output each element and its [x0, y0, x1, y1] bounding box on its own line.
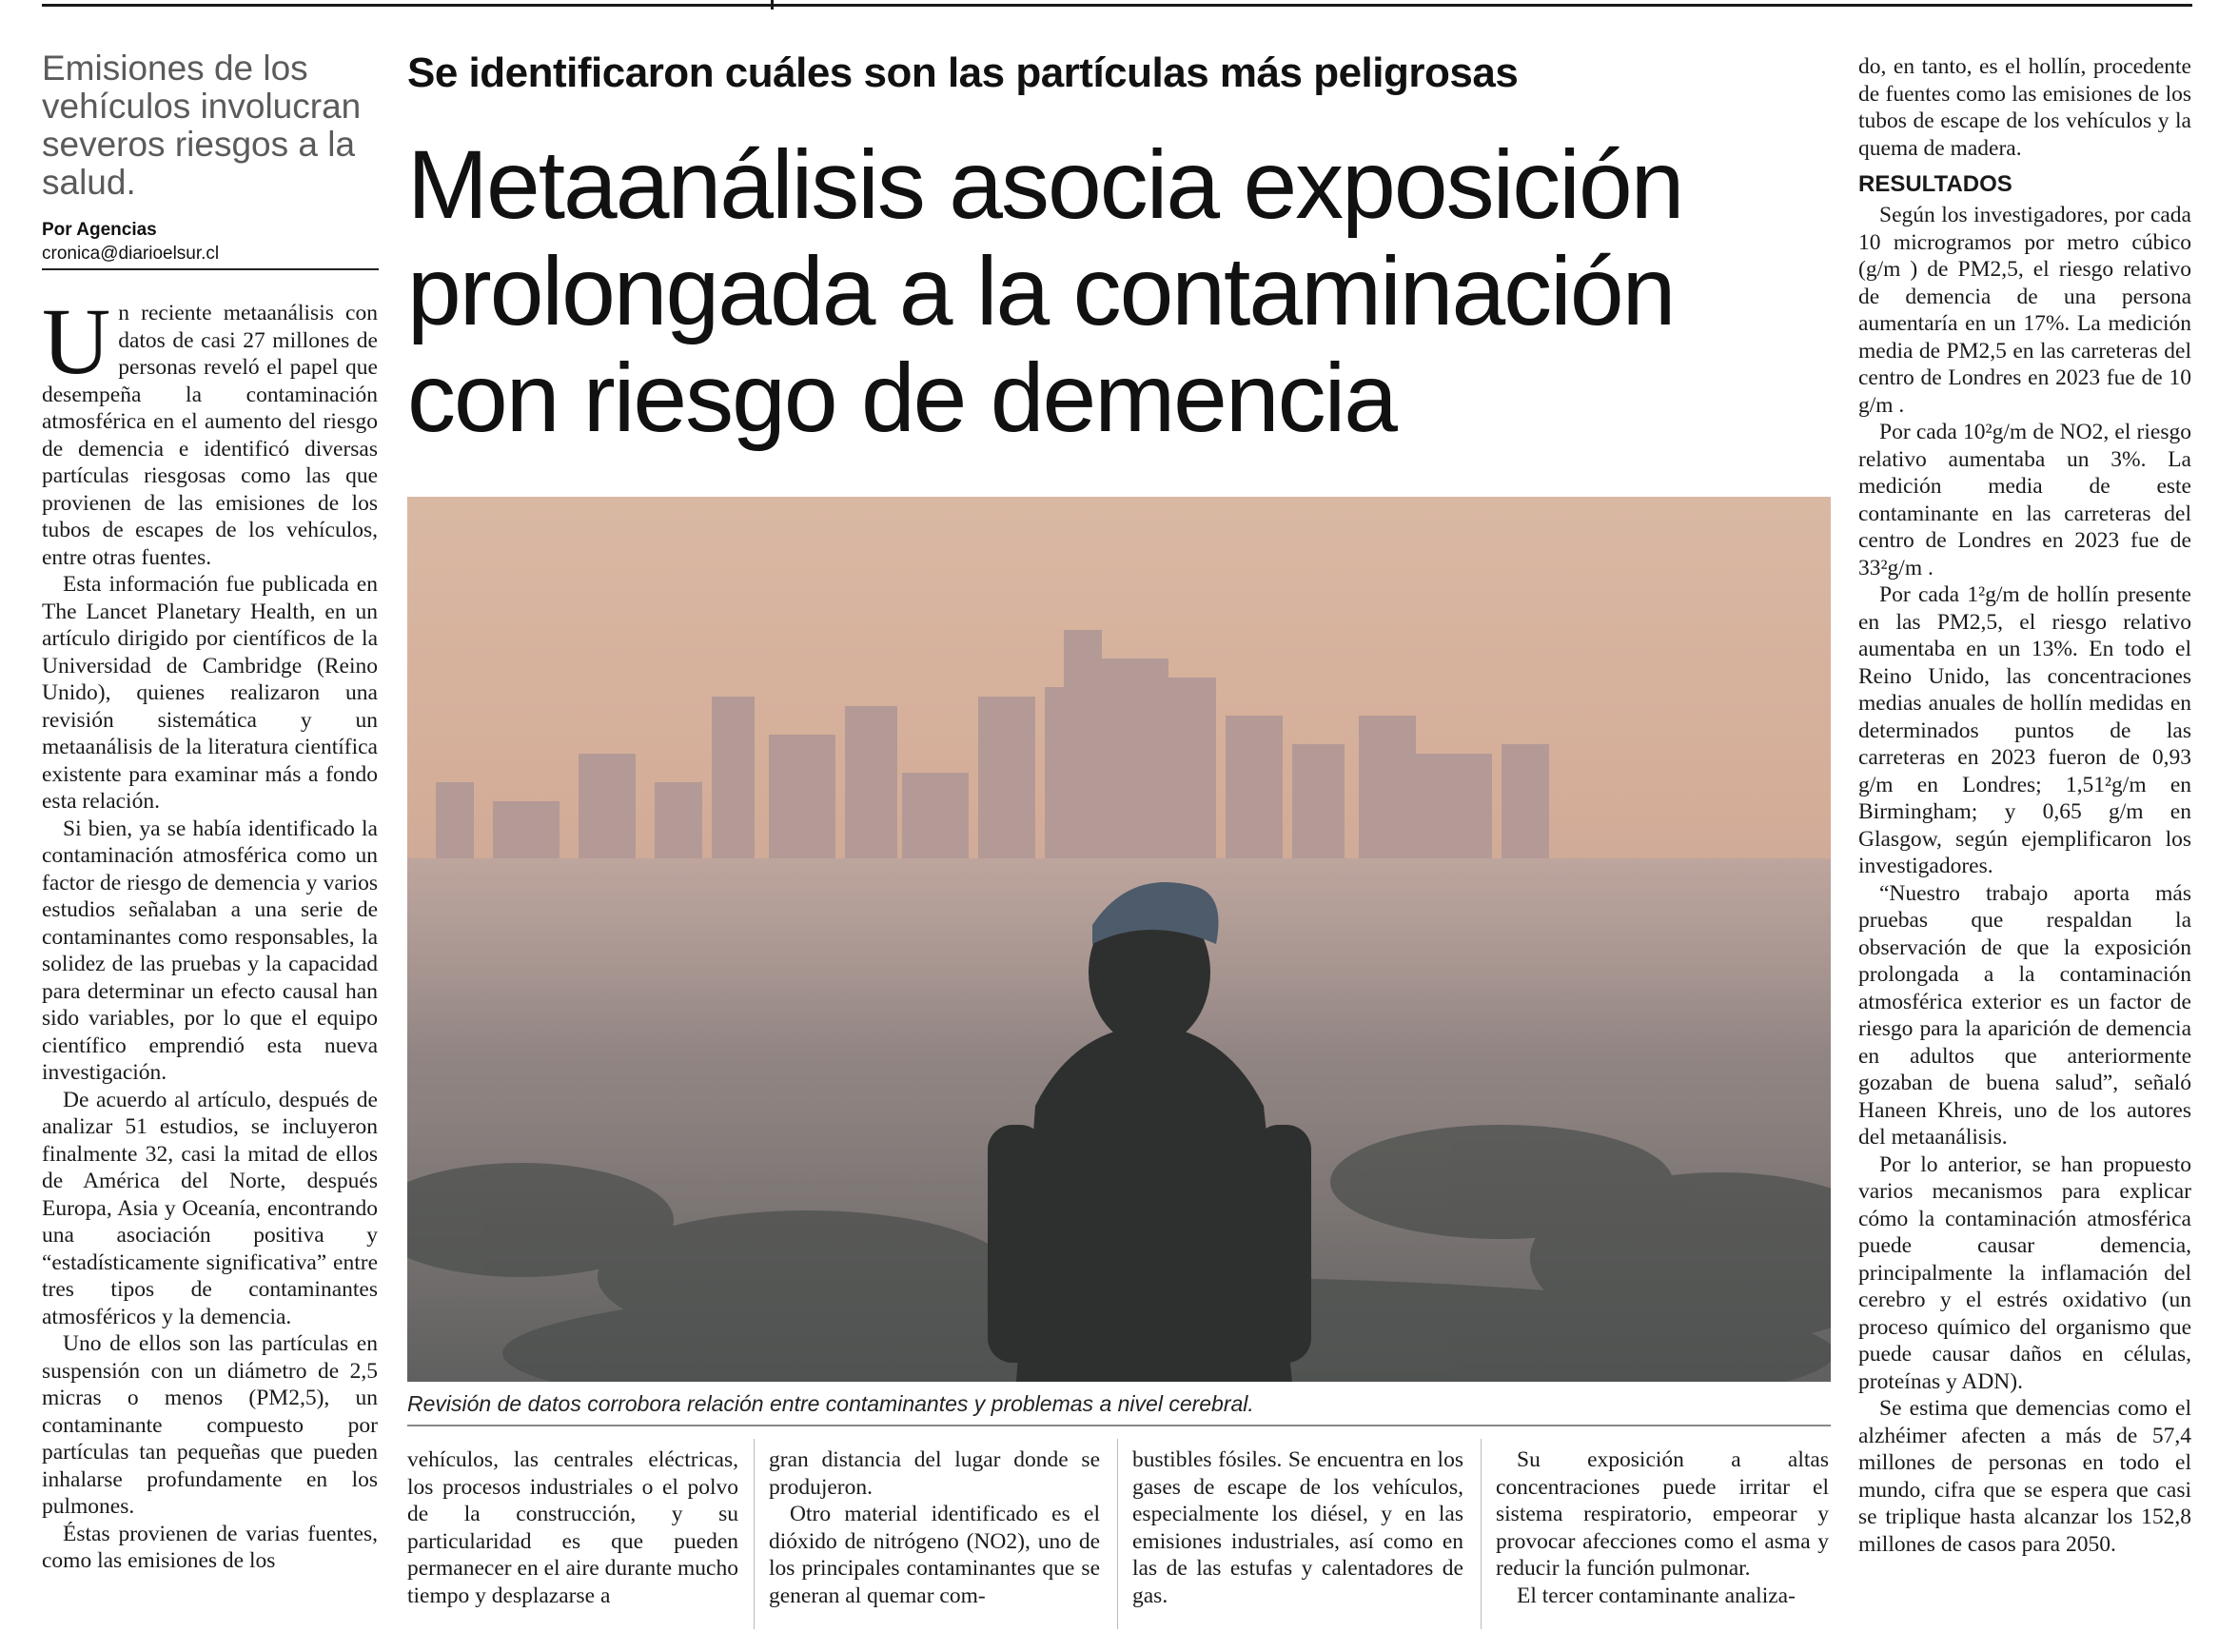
byline-email: cronica@diarioelsur.cl: [42, 244, 220, 264]
article-column-4: [1132, 1446, 1463, 1609]
column-divider: [754, 1439, 755, 1629]
top-rule: [42, 4, 2192, 7]
paragraph: Por cada 10²g/m de NO2, el riesgo relativo aumentaba un 3%. La medición media de este contaminante en las carreteras del centro de Londres en 2023 fue de 33²g/m .: [1858, 420, 2191, 580]
article-column-5: [1496, 1446, 1829, 1609]
paragraph: vehículos, las centrales eléctricas, los procesos industriales o el polvo de la construcción, y su particularidad es que pueden permanecer en el aire durante mucho tiempo y desplazarse a: [407, 1447, 738, 1608]
paragraph: “Nuestro trabajo aporta más pruebas que respaldan la observación de que la exposición prolongada a la contaminación atmosférica exterior es un factor de riesgo para la aparición de demencia en adultos que anteriormente gozaban de buena salud”, señaló Haneen Khreis, uno de los autores del metaanálisis.: [1858, 880, 2191, 1150]
article-column-1: [42, 288, 378, 1575]
paragraph: El tercer contaminante analiza-: [1517, 1583, 1796, 1608]
paragraph: Uno de ellos son las partículas en suspensión con un diámetro de 2,5 micras o menos (PM2,5), un contaminante compuesto por partículas tan pequeñas que pueden inhalarse profundamente en los pulmones.: [42, 1331, 378, 1519]
article-photo: [407, 497, 1831, 1382]
byline-author: Por Agencias: [42, 220, 157, 240]
paragraph: Esta información fue publicada en The Lancet Planetary Health, en un artículo dirigido por científicos de la Universidad de Cambridge (Reino Unido), quienes realizaron una revisión sistemática y un metaanálisis de la literatura científica existente para examinar más a fondo esta relación.: [42, 572, 378, 814]
paragraph: Se estima que demencias como el alzhéimer afecten a más de 57,4 millones de personas en todo el mundo, cifra que se espera que casi se triplique hasta alcanzar los 152,8 millones de casos para 2050.: [1858, 1396, 2191, 1557]
headline: Metaanálisis asocia exposición prolongada a la contaminación con riesgo de demencia: [407, 130, 1683, 452]
smog-city-photo: [407, 497, 1831, 1382]
drop-cap: U: [42, 288, 111, 394]
column-divider: [1481, 1439, 1482, 1629]
lead-text: n reciente metaanálisis con datos de casi 27 millones de personas reveló el papel que desempeña la contaminación atmosférica en el aumento del riesgo de demencia e identificó diversas partículas riesgosas como las que provienen de las emisiones de los tubos de escapes de los vehículos, entre otras fuentes.: [42, 301, 378, 570]
byline-rule: [42, 268, 379, 270]
paragraph: bustibles fósiles. Se encuentra en los gases de escape de los vehículos, especialmente los diésel, y en las emisiones industriales, así como en las de las estufas y calentadores de gas.: [1132, 1447, 1463, 1608]
caption-rule: [407, 1425, 1831, 1426]
article-column-right: [1858, 53, 2191, 1558]
article-column-2: [407, 1446, 738, 1609]
article-column-3: [769, 1446, 1100, 1609]
column-divider: [1117, 1439, 1118, 1629]
paragraph: Éstas provienen de varias fuentes, como las emisiones de los: [42, 1521, 378, 1573]
photo-caption: Revisión de datos corrobora relación entre contaminantes y problemas a nivel cerebral.: [407, 1391, 1254, 1416]
paragraph: Por cada 1²g/m de hollín presente en las PM2,5, el riesgo relativo aumentaba en un 13%. En todo el Reino Unido, las concentraciones medias anuales de hollín medidas en determinados puntos de las carreteras en 2023 fueron de 0,93 g/m en Londres; 1,51²g/m en Birmingham; y 0,65 g/m en Glasgow, según ejemplificaron los investigadores.: [1858, 582, 2191, 878]
paragraph: Su exposición a altas concentraciones puede irritar el sistema respiratorio, empeorar y provocar afecciones como el asma y reducir la función pulmonar.: [1496, 1447, 1829, 1581]
paragraph: Por lo anterior, se han propuesto varios mecanismos para explicar cómo la contaminación atmosférica puede causar demencia, principalmente la inflamación del cerebro y el estrés oxidativo (un proceso químico del organismo que puede causar daños en células, proteínas y ADN).: [1858, 1151, 2191, 1394]
sidebar-deck: Emisiones de los vehículos involucran severos riesgos a la salud.: [42, 49, 362, 202]
paragraph: Según los investigadores, por cada 10 microgramos por metro cúbico (g/m ) de PM2,5, el riesgo relativo de demencia de una persona aumentaría en un 17%. La medición media de PM2,5 en las carreteras del centro de Londres en 2023 fue de 10 g/m .: [1858, 203, 2191, 418]
byline: [42, 219, 379, 270]
top-rule-tick: [771, 0, 774, 10]
paragraph: Si bien, ya se había identificado la contaminación atmosférica como un factor de riesgo de demencia y varios estudios señalaban a una serie de contaminantes como responsables, la solidez de las pruebas y la capacidad para determinar un efecto causal han sido variables, por lo que el equipo científico emprendió esta nueva investigación.: [42, 816, 378, 1085]
paragraph: do, en tanto, es el hollín, procedente de fuentes como las emisiones de los tubos de escape de los vehículos y la quema de madera.: [1858, 54, 2191, 161]
paragraph: Otro material identificado es el dióxido de nitrógeno (NO2), uno de los principales contaminantes que se generan al quemar com-: [769, 1502, 1100, 1608]
paragraph: De acuerdo al artículo, después de analizar 51 estudios, se incluyeron finalmente 32, casi la mitad de ellos de América del Norte, después Europa, Asia y Oceanía, encontrando una asociación positiva y “estadísticamente significativa” entre tres tipos de contaminantes atmosféricos y la demencia.: [42, 1087, 378, 1329]
kicker: Se identificaron cuáles son las partículas más peligrosas: [407, 49, 1519, 96]
paragraph: gran distancia del lugar donde se produjeron.: [769, 1447, 1100, 1500]
lead-paragraph: [42, 288, 378, 571]
section-subhead: RESULTADOS: [1858, 171, 2012, 197]
